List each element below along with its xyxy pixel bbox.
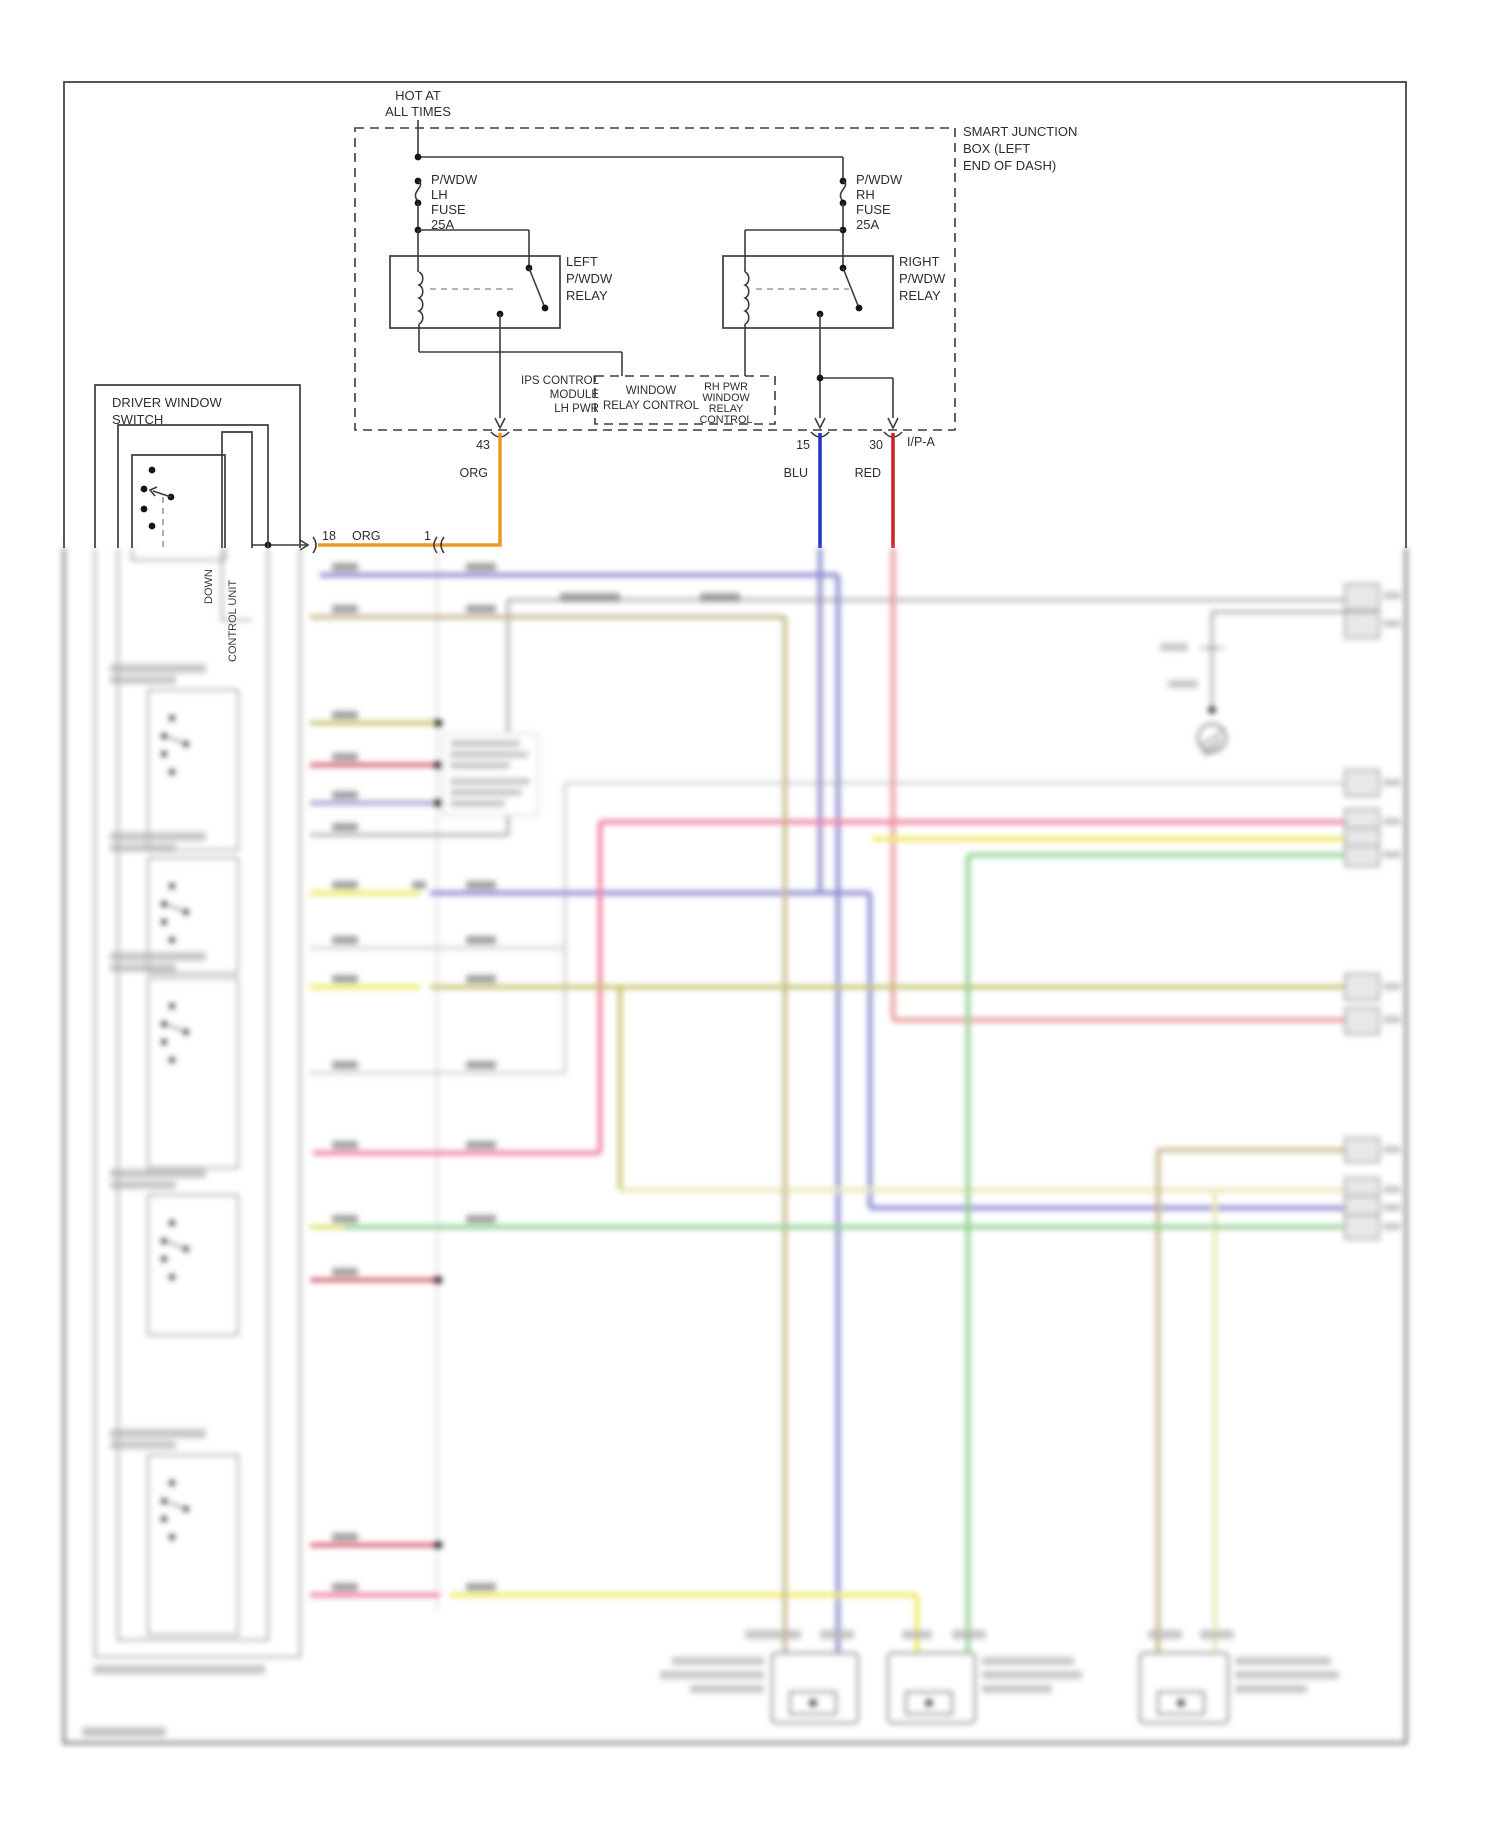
right-pwdw-relay <box>723 227 946 328</box>
org-wire-sharp <box>318 433 500 545</box>
driver-switch-label-line2: SWITCH <box>112 412 164 427</box>
power-source-label-line1: HOT AT <box>395 88 441 103</box>
left-pwdw-relay <box>390 227 613 328</box>
fuse-lh-label-4: 25A <box>431 217 455 232</box>
bottom-components <box>660 1630 1339 1723</box>
relay-coil-control-wires <box>419 324 745 376</box>
cream-wires <box>620 1190 1373 1653</box>
ips-label-line2: MODULE <box>549 389 599 401</box>
bottom-component-labels <box>660 1630 1339 1693</box>
fuse-rh-label-2: RH <box>856 187 875 202</box>
page-border-top <box>64 82 1406 548</box>
power-feed-wire <box>418 120 843 180</box>
wire-color-blu-label: BLU <box>783 466 808 480</box>
switch-assembly-boxes <box>82 548 300 1737</box>
junction-box-label-line3: END OF DASH) <box>963 158 1057 173</box>
junction-box-label-line1: SMART JUNCTION <box>963 124 1078 139</box>
junction-box-label-line2: BOX (LEFT <box>963 141 1031 156</box>
power-source-label-line2: ALL TIMES <box>385 104 451 119</box>
driver-switch-label-line1: DRIVER WINDOW <box>112 395 222 410</box>
fuse-lh <box>415 172 478 232</box>
relay-left-label-2: P/WDW <box>566 271 613 286</box>
fuse-lh-label-3: FUSE <box>431 202 466 217</box>
stub-end-dots <box>434 719 443 1550</box>
fuse-lh-label-1: P/WDW <box>431 172 478 187</box>
rh-wrc-label-line4: CONTROL <box>699 414 753 426</box>
pin-30-label: 30 <box>869 438 883 452</box>
wire-color-org-label: ORG <box>459 466 488 480</box>
ground-symbol <box>1160 643 1226 756</box>
relay-left-label-3: RELAY <box>566 288 608 303</box>
green-wires <box>345 855 1373 1653</box>
ips-label-line3: LH PWR <box>554 403 599 415</box>
fuse-rh-label-4: 25A <box>856 217 880 232</box>
rotated-label-down: DOWN <box>203 569 215 604</box>
fuse-rh-label-3: FUSE <box>856 202 891 217</box>
rh-wrc-label-line1: RH PWR <box>704 381 748 393</box>
gray-wires <box>310 600 1373 1073</box>
wire-code-labels <box>332 563 740 1591</box>
pin-18-label: 18 <box>322 529 336 543</box>
page-border-bottom <box>64 548 1406 1743</box>
pin-15-label: 15 <box>796 438 810 452</box>
ips-label-line1: IPS CONTROL <box>521 375 599 387</box>
org-feed-row <box>252 529 444 553</box>
fuse-lh-label-2: LH <box>431 187 448 202</box>
wrc-label-line2: RELAY CONTROL <box>602 400 700 412</box>
relay-left-label-1: LEFT <box>566 254 598 269</box>
pin-43-label: 43 <box>476 438 490 452</box>
driver-window-switch <box>95 385 300 662</box>
fuse-rh <box>840 172 903 268</box>
relay-right-label-3: RELAY <box>899 288 941 303</box>
switch-clusters <box>148 690 238 1635</box>
rotated-label-control-unit: CONTROL UNIT <box>227 579 239 662</box>
relay-right-label-2: P/WDW <box>899 271 946 286</box>
right-edge-connectors <box>1345 584 1401 1239</box>
pin-1-label: 1 <box>424 529 431 543</box>
wrc-label-line1: WINDOW <box>625 385 677 397</box>
fuse-rh-label-1: P/WDW <box>856 172 903 187</box>
row-org-label: ORG <box>352 529 381 543</box>
rh-wrc-label-line2: WINDOW <box>702 392 750 404</box>
connector-ipa-label: I/P-A <box>907 435 935 449</box>
wire-color-red-label: RED <box>854 466 881 480</box>
blurred-section <box>64 548 1406 1743</box>
annotation-box <box>443 733 538 815</box>
switch-cluster-labels <box>110 664 206 1449</box>
junction-dot <box>415 154 422 161</box>
rh-wrc-label-line3: RELAY <box>708 403 744 415</box>
relay-right-label-1: RIGHT <box>899 254 940 269</box>
